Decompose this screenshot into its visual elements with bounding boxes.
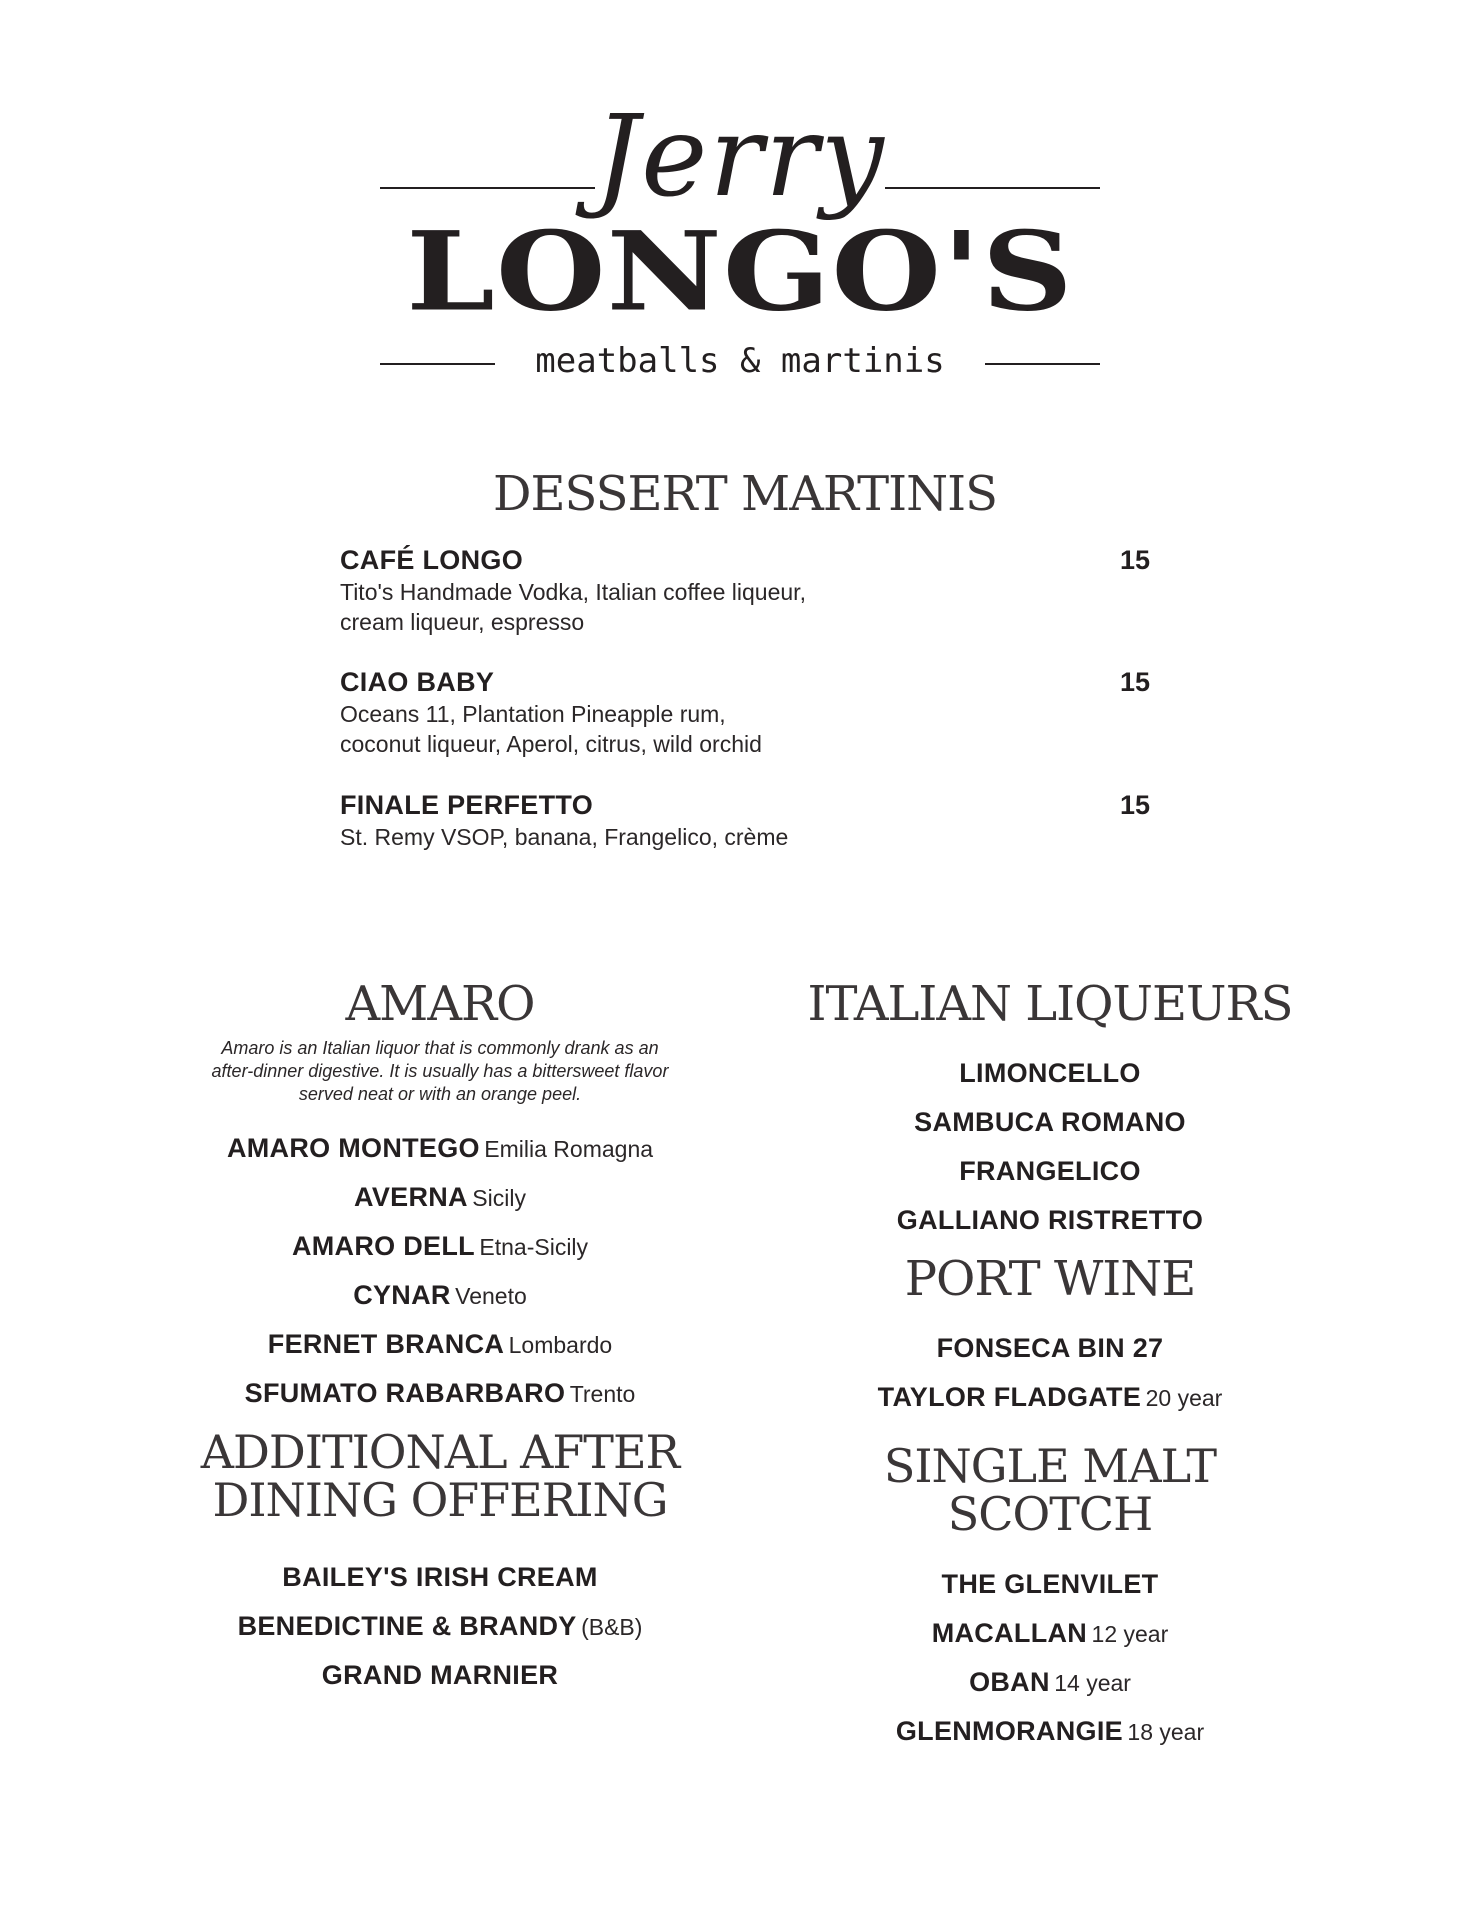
item-age: 12 year xyxy=(1091,1621,1169,1647)
list-item xyxy=(780,1100,1320,1149)
item-origin: Trento xyxy=(569,1381,636,1407)
item-name: FRANGELICO xyxy=(959,1156,1141,1186)
additional-heading-line: ADDITIONAL AFTER xyxy=(200,1425,680,1479)
item-origin: Etna-Sicily xyxy=(479,1234,589,1260)
menu-item-price: 15 xyxy=(1119,545,1150,575)
list-item xyxy=(160,1322,720,1371)
item-name: BAILEY'S IRISH CREAM xyxy=(282,1562,598,1592)
menu-item-description: St. Remy VSOP, banana, Frangelico, crème xyxy=(340,824,789,850)
item-name: LIMONCELLO xyxy=(959,1058,1141,1088)
item-name: TAYLOR FLADGATE xyxy=(877,1382,1142,1412)
logo-script-name: Jerry xyxy=(594,92,886,222)
list-item xyxy=(160,1371,720,1420)
scotch-heading-line: SINGLE MALT xyxy=(883,1439,1217,1493)
amaro-intro-line: served neat or with an orange peel. xyxy=(298,1084,582,1104)
amaro-intro-line: after-dinner digestive. It is usually has a bittersweet flavor xyxy=(211,1061,669,1081)
list-item xyxy=(780,1709,1320,1758)
logo-main-name: LONGO'S xyxy=(406,207,1074,336)
list-item xyxy=(780,1562,1320,1611)
list-item xyxy=(160,1604,720,1653)
additional-list xyxy=(160,1555,720,1702)
item-age: 18 year xyxy=(1127,1719,1205,1745)
menu-item-name: CAFÉ LONGO xyxy=(340,545,523,575)
item-origin: Sicily xyxy=(472,1185,526,1211)
list-item xyxy=(160,1653,720,1702)
item-name: SFUMATO RABARBARO xyxy=(244,1378,566,1408)
additional-heading xyxy=(160,1425,720,1527)
list-item xyxy=(780,1051,1320,1100)
amaro-list xyxy=(160,1126,720,1420)
item-name: CYNAR xyxy=(353,1280,451,1310)
scotch-list xyxy=(780,1562,1320,1758)
item-name: GALLIANO RISTRETTO xyxy=(896,1205,1204,1235)
item-name: AMARO DELL xyxy=(291,1231,475,1261)
item-name: GLENMORANGIE xyxy=(895,1716,1123,1746)
list-item xyxy=(160,1126,720,1175)
list-item xyxy=(780,1375,1320,1424)
menu-item-description: cream liqueur, espresso xyxy=(340,609,585,635)
list-item xyxy=(780,1660,1320,1709)
item-name: MACALLAN xyxy=(931,1618,1088,1648)
item-name: GRAND MARNIER xyxy=(321,1660,559,1690)
item-note: (B&B) xyxy=(581,1614,643,1640)
scotch-heading-line: SCOTCH xyxy=(947,1487,1153,1541)
menu-item-price: 15 xyxy=(1119,790,1150,820)
additional-heading-line: DINING OFFERING xyxy=(212,1473,668,1527)
port-wine-list xyxy=(780,1326,1320,1424)
item-name: AMARO MONTEGO xyxy=(226,1133,480,1163)
item-age: 20 year xyxy=(1145,1385,1223,1411)
amaro-intro xyxy=(160,1037,720,1106)
item-age: 14 year xyxy=(1054,1670,1131,1696)
italian-liqueurs-list xyxy=(780,1051,1320,1247)
logo-tagline: meatballs & martinis xyxy=(535,341,945,381)
item-name: SAMBUCA ROMANO xyxy=(914,1107,1186,1137)
list-item xyxy=(780,1326,1320,1375)
item-name: THE GLENVILET xyxy=(941,1569,1159,1599)
restaurant-logo xyxy=(370,92,1110,381)
menu-item-name: CIAO BABY xyxy=(340,667,495,697)
list-item xyxy=(160,1273,720,1322)
italian-liqueurs-heading: ITALIAN LIQUEURS xyxy=(807,976,1293,1032)
menu-item xyxy=(340,543,1150,637)
list-item xyxy=(160,1555,720,1604)
item-origin: Veneto xyxy=(455,1283,527,1309)
scotch-heading xyxy=(780,1439,1320,1541)
amaro-intro-line: Amaro is an Italian liquor that is commonly drank as an xyxy=(221,1038,659,1058)
list-item xyxy=(160,1224,720,1273)
item-origin: Emilia Romagna xyxy=(484,1136,654,1162)
item-name: AVERNA xyxy=(354,1182,468,1212)
port-wine-heading: PORT WINE xyxy=(904,1251,1196,1307)
menu-item-description: Tito's Handmade Vodka, Italian coffee liqueur, xyxy=(340,579,806,605)
list-item xyxy=(780,1611,1320,1660)
item-name: FERNET BRANCA xyxy=(267,1329,505,1359)
item-name: BENEDICTINE & BRANDY xyxy=(237,1611,577,1641)
menu-item-price: 15 xyxy=(1119,667,1150,697)
list-item xyxy=(780,1149,1320,1198)
item-name: OBAN xyxy=(969,1667,1050,1697)
amaro-heading: AMARO xyxy=(345,976,535,1032)
menu-item xyxy=(340,665,1150,759)
menu-item-name: FINALE PERFETTO xyxy=(340,790,594,820)
item-origin: Lombardo xyxy=(508,1332,613,1358)
dessert-martinis-heading: DESSERT MARTINIS xyxy=(493,466,997,522)
item-name: FONSECA BIN 27 xyxy=(936,1333,1164,1363)
menu-item-description: Oceans 11, Plantation Pineapple rum, xyxy=(340,701,726,727)
menu-item xyxy=(340,788,1150,852)
list-item xyxy=(780,1198,1320,1247)
menu-item-description: coconut liqueur, Aperol, citrus, wild orchid xyxy=(340,731,762,757)
list-item xyxy=(160,1175,720,1224)
